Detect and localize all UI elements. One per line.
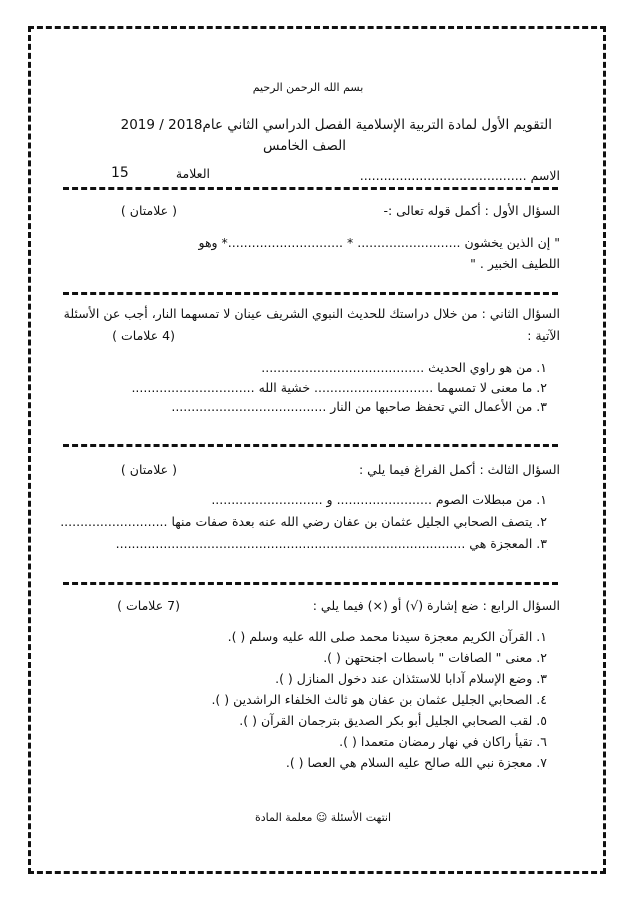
q2-title-continued: الآتية : xyxy=(527,328,560,343)
q1-marks: ( علامتان ) xyxy=(120,203,177,218)
mark-value: 15 xyxy=(111,165,129,181)
q4-item: ٣. وضع الإسلام آدابا للاستئذان عند دخول المنازل ( ). xyxy=(275,671,547,686)
q3-item: ٢. يتصف الصحابي الجليل عثمان بن عفان رضي الله عنه بعدة صفات منها ........................... xyxy=(60,514,547,529)
q3-item: ٣. المعجزة هي ........................................................................................ xyxy=(115,536,547,551)
q2-title: السؤال الثاني : من خلال دراستك للحديث النبوي الشريف عينان لا تمسهما النار، أجب عن الأسئلة xyxy=(63,306,560,321)
mark-label: العلامة xyxy=(175,166,210,181)
section-divider xyxy=(63,292,558,295)
section-divider xyxy=(63,582,558,585)
q4-item: ١. القرآن الكريم معجزة سيدنا محمد صلى الله عليه وسلم ( ). xyxy=(227,629,547,644)
q2-marks: (4 علامات ) xyxy=(112,328,175,343)
section-divider xyxy=(63,187,558,190)
q1-verse-line-2: اللطيف الخبير . " xyxy=(470,256,560,271)
q4-item: ٥. لقب الصحابي الجليل أبو بكر الصديق بترجمان القرآن ( ). xyxy=(239,713,547,728)
section-divider xyxy=(63,444,558,447)
exam-title: التقويم الأول لمادة التربية الإسلامية الفصل الدراسي الثاني عام2018 / 2019 xyxy=(120,117,552,133)
q2-item: ٣. من الأعمال التي تحفظ صاحبها من النار ....................................... xyxy=(171,399,547,414)
q4-item: ٢. معنى " الصافات " باسطات اجنحتهن ( ). xyxy=(323,650,547,665)
q1-verse-line-1: " إن الذين يخشون .......................... * .............................* وهو xyxy=(198,235,560,250)
q2-item: ١. من هو راوي الحديث ......................................... xyxy=(261,360,547,375)
name-field-label: الاسم .......................................... xyxy=(359,168,560,183)
q4-title: السؤال الرابع : ضع إشارة (√) أو (×) فيما يلي : xyxy=(312,598,560,613)
q4-marks: (7 علامات ) xyxy=(117,598,180,613)
q4-item: ٧. معجزة نبي الله صالح عليه السلام هي العصا ( ). xyxy=(285,755,547,770)
q2-item: ٢. ما معنى لا تمسهما .............................. خشية الله ............................... xyxy=(131,380,547,395)
basmala: بسم الله الرحمن الرحيم xyxy=(252,81,364,94)
q3-marks: ( علامتان ) xyxy=(120,462,177,477)
q4-item: ٤. الصحابي الجليل عثمان بن عفان هو ثالث الخلفاء الراشدين ( ). xyxy=(211,692,547,707)
closing-line: انتهت الأسئلة ☺ معلمة المادة xyxy=(254,811,392,824)
q3-title: السؤال الثالث : أكمل الفراغ فيما يلي : xyxy=(359,462,560,477)
q3-item: ١. من مبطلات الصوم ........................ و ............................ xyxy=(211,492,547,507)
q4-item: ٦. تقيأ راكان في نهار رمضان متعمدا ( ). xyxy=(339,734,547,749)
grade-label: الصف الخامس xyxy=(263,138,346,154)
q1-title: السؤال الأول : أكمل قوله تعالى :- xyxy=(383,203,560,218)
